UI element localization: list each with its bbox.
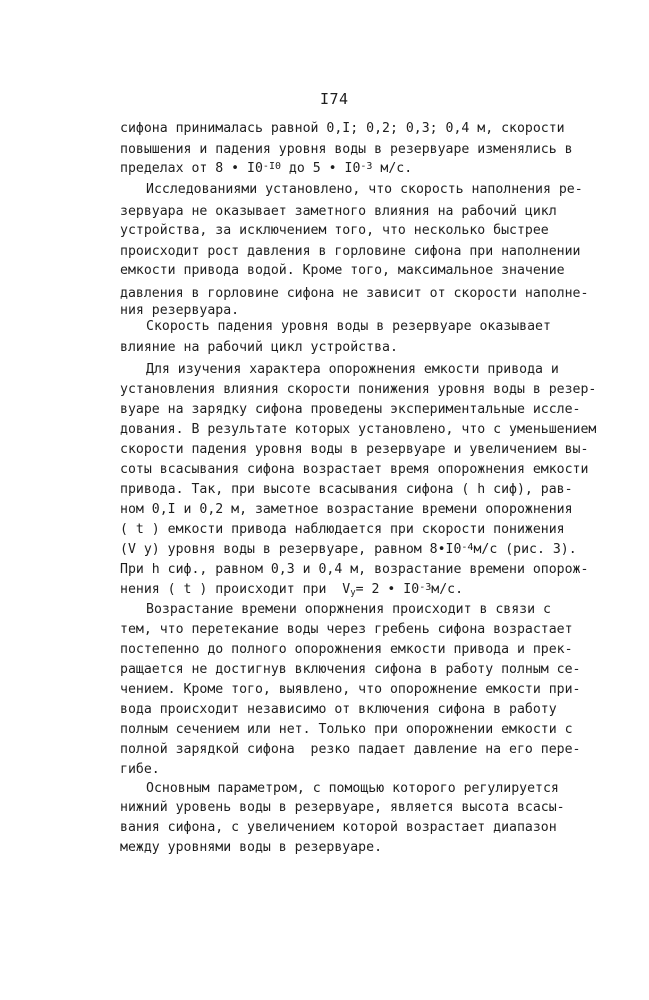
text-line: гибе. bbox=[120, 762, 160, 777]
text-line: чением. Кроме того, выявлено, что опорожнение емкости при- bbox=[120, 682, 581, 697]
text-line: ном 0,I и 0,2 м, заметное возрастание времени опорожнения bbox=[120, 502, 573, 517]
text-line: вода происходит независимо от включения сифона в работу bbox=[120, 702, 557, 717]
text-line: пределах от 8 • $I0^{-I0}$ до 5 • $I0^{-3}$ м/с. bbox=[120, 161, 413, 176]
text-line: нения ( t ) происходит при $V_y= 2$ • $I0^{-3}м/с$. bbox=[120, 582, 464, 598]
text-line: между уровнями воды в резервуаре. bbox=[120, 840, 383, 855]
text-line: повышения и падения уровня воды в резервуаре изменялись в bbox=[120, 142, 573, 157]
text-line: При h сиф., равном 0,3 и 0,4 м, возрастание времени опорож- bbox=[120, 562, 589, 577]
text-line: зервуара не оказывает заметного влияния на рабочий цикл bbox=[120, 204, 557, 219]
text-line: устройства, за исключением того, что несколько быстрее bbox=[120, 223, 549, 238]
text-line: Исследованиями установлено, что скорость наполнения ре- bbox=[146, 182, 583, 197]
text-line: ( t ) емкости привода наблюдается при скорости понижения bbox=[120, 522, 565, 537]
text-line: происходит рост давления в горловине сифона при наполнении bbox=[120, 244, 581, 259]
text-line: Для изучения характера опорожнения емкости привода и bbox=[146, 362, 559, 377]
text-line: вуаре на зарядку сифона проведены экспериментальные иссле- bbox=[120, 402, 581, 417]
text-line: Скорость падения уровня воды в резервуаре оказывает bbox=[146, 319, 551, 334]
text-line: сифона принималась равной 0,I; 0,2; 0,3; 0,4 м, скорости bbox=[120, 121, 565, 136]
text-line: скорости падения уровня воды в резервуаре и увеличением вы- bbox=[120, 442, 589, 457]
text-line: нижний уровень воды в резервуаре, является высота всасы- bbox=[120, 800, 565, 815]
text-line: вания сифона, с увеличением которой возрастает диапазон bbox=[120, 820, 557, 835]
text-line: полным сечением или нет. Только при опорожнении емкости с bbox=[120, 722, 573, 737]
page-number: I74 bbox=[320, 90, 349, 108]
text-line: Основным параметром, с помощью которого регулируется bbox=[146, 781, 559, 796]
text-line: дования. В результате которых установлено, что с уменьшением bbox=[120, 422, 597, 437]
text-line: Возрастание времени опоржнения происходит в связи с bbox=[146, 602, 551, 617]
text-line: ращается не достигнув включения сифона в работу полным се- bbox=[120, 662, 581, 677]
text-line: установления влияния скорости понижения уровня воды в резер- bbox=[120, 382, 597, 397]
text-line: ния резервуара. bbox=[120, 303, 240, 318]
text-line: соты всасывания сифона возрастает время опорожнения емкости bbox=[120, 462, 589, 477]
text-line: полной зарядкой сифона резко падает давление на его пере- bbox=[120, 742, 581, 757]
text-line: емкости привода водой. Кроме того, максимальное значение bbox=[120, 263, 565, 278]
text-line: постепенно до полного опорожнения емкости привода и прек- bbox=[120, 642, 573, 657]
text-line: давления в горловине сифона не зависит от скорости наполне- bbox=[120, 286, 589, 301]
text-line: влияние на рабочий цикл устройства. bbox=[120, 340, 398, 355]
text-line: (V y) уровня воды в резервуаре, равном $8•I0^{-4}м/с$ (рис. 3). bbox=[120, 542, 577, 557]
text-line: тем, что перетекание воды через гребень сифона возрастает bbox=[120, 622, 573, 637]
text-line: привода. Так, при высоте всасывания сифона ( h сиф), рав- bbox=[120, 482, 573, 497]
